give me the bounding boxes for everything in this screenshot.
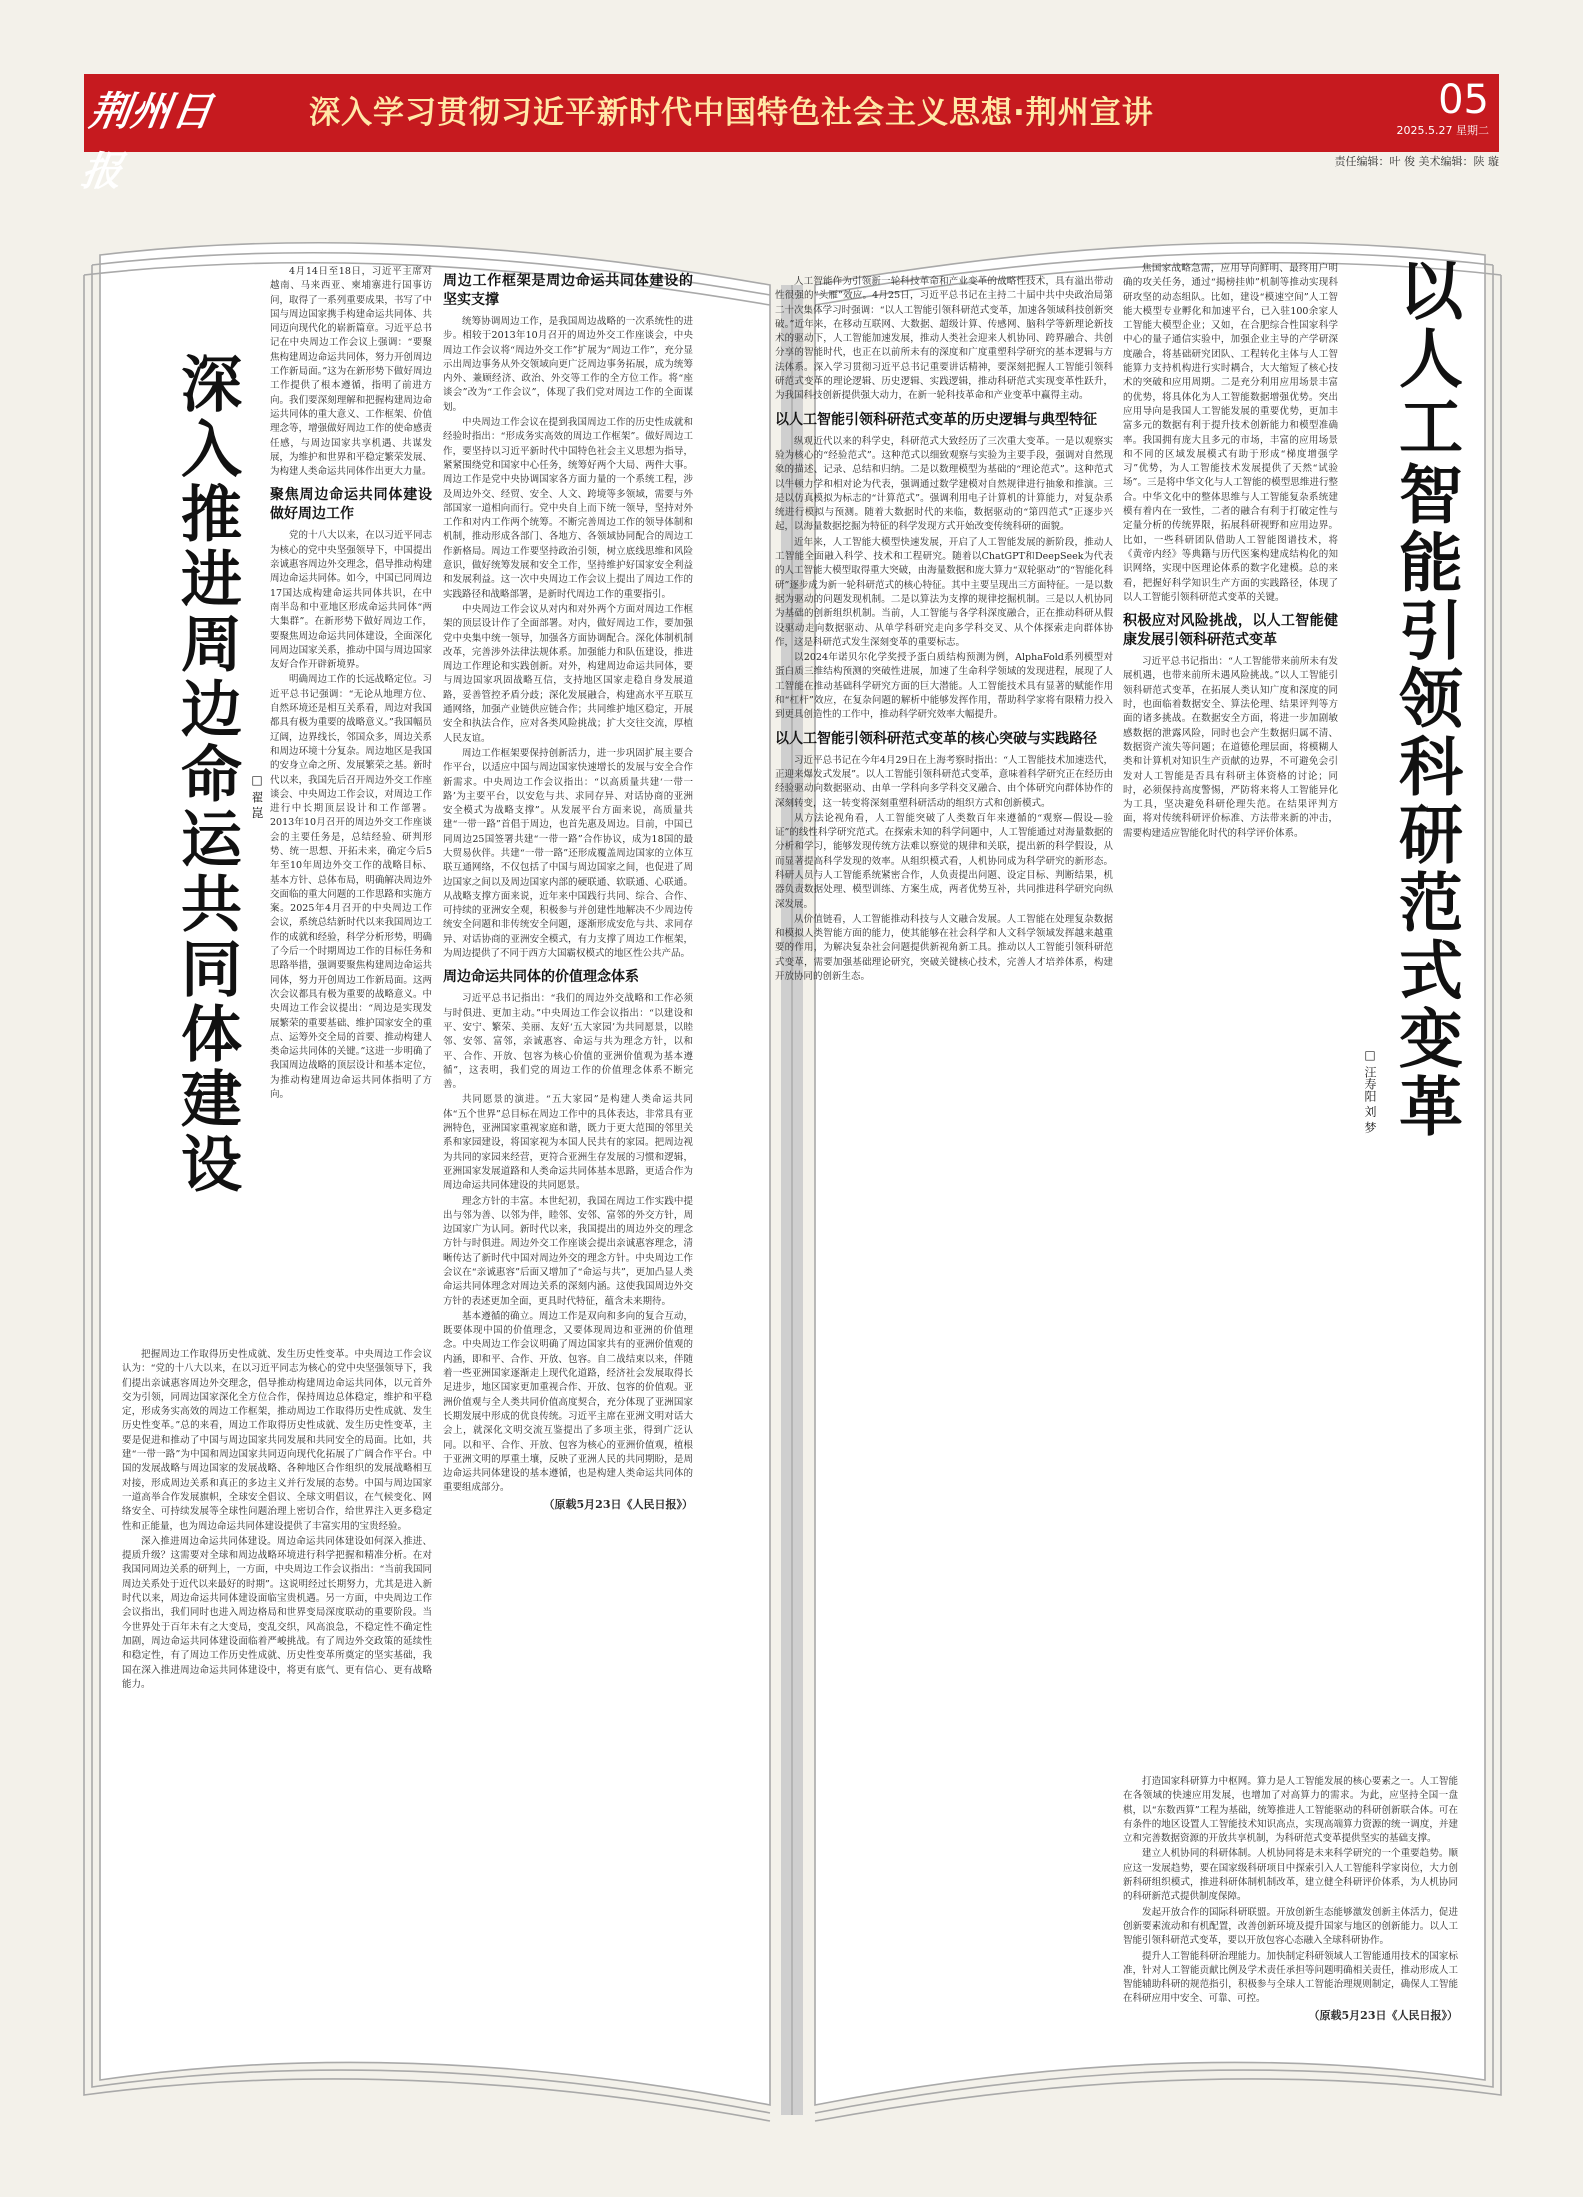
article1-subheading-2: 周边工作框架是周边命运共同体建设的坚实支撑: [443, 273, 693, 308]
article1-para: 周边工作框架要保持创新活力，进一步巩固扩展主要合作平台，以适应中国与周边国家快速增长的发展与安全合作新需求。中央周边工作会议指出：“以高质量共建‘一带一路’为主要平台，以安危与共、求同存异、对话协商的亚洲安全模式为战略支撑”。从发展平台方面来说，高质量共建“一带一路”首倡于周边，也首先惠及周边。目前，中国已同周边25国签署共建“一带一路”合作协议，成为18国的最大贸易伙伴。共建“一带一路”还形成覆盖周边国家的立体互联互通网络，不仅包括了中国与周边国家之间，也促进了周边国家之间以及周边国家内部的硬联通、软联通、心联通。从战略支撑方面来说，近年来中国践行共同、综合、合作、可持续的亚洲安全观，积极参与并创建性地解决不少周边传统安全问题和非传统安全问题，逐渐形成安危与共、求同存异、对话协商的亚洲安全模式，有力支撑了周边工作框架，为周边提供了不同于西方大国霸权模式的地区性公共产品。: [443, 747, 693, 960]
article2-col-1: [775, 275, 1113, 2105]
article1-para: 统筹协调周边工作，是我国周边战略的一次系统性的进步。相较于2013年10月召开的周边外交工作座谈会，中央周边工作会议将“周边外交工作”扩展为“周边工作”，充分显示出周边事务从外交领域向更广泛周边事务拓展，成为统筹内外、兼顾经济、政治、外交等工作的全方位工作。将“座谈会”改为“工作会议”，体现了我们党对周边工作的全面谋划。: [443, 316, 693, 413]
article2-para: 提升人工智能科研治理能力。加快制定科研领域人工智能通用技术的国家标准，针对人工智能贡献比例及学术责任承担等问题明确相关责任，推动形成人工智能辅助科研的规范指引，积极参与全球人工智能治理规则制定，确保人工智能在科研应用中安全、可靠、可控。: [1123, 1950, 1458, 2005]
article1-subheading-1: 聚焦周边命运共同体建设做好周边工作: [270, 487, 432, 523]
article1-headline: 深入推进周边命运共同体建设: [171, 352, 242, 1197]
article2-para: 近年来，人工智能大模型快速发展，开启了人工智能发展的新阶段，推动人工智能全面融入科学、技术和工程研究。随着以ChatGPT和DeepSeek为代表的人工智能大模型取得重大突破，由海量数据和庞大算力“双轮驱动”的“智能化科研”逐步成为新一轮科研范式的核心特征。其中主要呈现出三方面特征。一是以数据为驱动的问题发现机制。二是以算法为支撑的规律挖掘机制。三是以人机协同为基础的创新组织机制。当前，人工智能与各学科深度融合，正在推动科研从假设驱动走向数据驱动、从单学科研究走向多学科交叉、从个体探索走向群体协作，这是科研范式发生深刻变革的重要标志。: [775, 536, 1113, 648]
article2-subheading-3: 积极应对风险挑战，以人工智能健康发展引领科研范式变革: [1123, 613, 1338, 649]
article2-para: 从价值链看，人工智能推动科技与人文融合发展。人工智能在处理复杂数据和模拟人类智能方面的能力，使其能够在社会科学和人文科学领域发挥越来越重要的作用，为解决复杂社会问题提供新视角新工具。推动以人工智能引领科研范式变革，需要加强基础理论研究，突破关键核心技术，完善人才培养体系，构建开放协同的创新生态。: [775, 913, 1113, 983]
article1-author: □ 翟 崑: [250, 773, 264, 819]
article2-subheading-1: 以人工智能引领科研范式变革的历史逻辑与典型特征: [775, 411, 1097, 428]
article2-headline: 以人工智能引领科研范式变革: [1388, 257, 1462, 1141]
article1-para: 中央周边工作会议从对内和对外两个方面对周边工作框架的顶层设计作了全面部署。对内，做好周边工作，要加强党中央集中统一领导，加强各方面协调配合。深化体制机制改革，完善涉外法律法规体系。加强能力和队伍建设，推进周边工作理论和实践创新。对外，构建周边命运共同体，要与周边国家巩固战略互信，支持地区国家走稳自身发展道路，妥善管控矛盾分歧；深化发展融合，构建高水平互联互通网络，加强产业链供应链合作；共同维护地区稳定，开展安全和执法合作，应对各类风险挑战；扩大交往交流，厚植人民友谊。: [443, 603, 693, 744]
article2-para: 打造国家科研算力中枢网。算力是人工智能发展的核心要素之一。人工智能在各领域的快速应用发展，也增加了对高算力的需求。为此，应坚持全国一盘棋，以“东数西算”工程为基础，统筹推进人工智能驱动的科研创新联合体。可在有条件的地区设置人工智能技术知识高点，实现高端算力资源的统一调度，并建立和完善数据资源的开放共享机制，为科研范式变革提供坚实的基础支撑。: [1123, 1776, 1458, 1845]
article1-subheading-3: 周边命运共同体的价值理念体系: [443, 969, 639, 986]
article1-source: （原载5月23日《人民日报》）: [543, 1497, 693, 1511]
article2-subheading-2: 以人工智能引领科研范式变革的核心突破与实践路径: [775, 730, 1097, 747]
article1-para: 把握周边工作取得历史性成就、发生历史性变革。中央周边工作会议认为：“党的十八大以来，在以习近平同志为核心的党中央坚强领导下，我们提出亲诚惠容周边外交理念，倡导推动构建周边命运共同体，以元首外交为引领，同周边国家深化全方位合作，保持周边总体稳定，维护和平稳定，形成务实高效的周边工作框架，推动周边工作取得历史性成就、发生历史性变革。”总的来看，周边工作取得历史性成就、发生历史性变革，主要是促进和推动了中国与周边国家共同发展和共同安全的局面。比如，共建“一带一路”为中国和周边国家共同迈向现代化拓展了广阔合作平台。中国的发展战略与周边国家的发展战略、各种地区合作组织的发展战略相互对接，形成周边关系和真正的多边主义并行发展的态势。中国与周边国家一道高举合作发展旗帜，全球安全倡议、全球文明倡议，在气候变化、网络安全、可持续发展等全球性问题治理上密切合作，给世界注入更多稳定性和正能量，也为周边命运共同体建设提供了丰富实用的宝贵经验。: [122, 1349, 432, 1532]
article1-para: 深入推进周边命运共同体建设。周边命运共同体建设如何深入推进、提质升级？这需要对全球和周边战略环境进行科学把握和精准分析。在对我国同周边关系的研判上，一方面，中央周边工作会议指出：“当前我国同周边关系处于近代以来最好的时期”。这说明经过长期努力，尤其是进入新时代以来，周边命运共同体建设面临宝贵机遇。另一方面，中央周边工作会议指出，我们同时也进入周边格局和世界变局深度联动的重要阶段。当今世界处于百年未有之大变局，变乱交织，风高浪急，不稳定性不确定性加剧，周边命运共同体建设面临着严峻挑战。有了周边外交政策的延续性和稳定性，有了周边工作历史性成就、历史性变革所奠定的坚实基础，我国在深入推进周边命运共同体建设中，将更有底气、更有信心、更有战略能力。: [122, 1535, 432, 1690]
article1-col-3: [443, 265, 693, 2080]
article1-para: 共同愿景的演进。“五大家园”是构建人类命运共同体“五个世界”总目标在周边工作中的具体表达，非常具有亚洲特色，亚洲国家重视家庭和谐，既力于更大范围的邻里关系和家园建设，将国家视为本国人民共有的家园。把周边视为共同的家园来经营，更符合亚洲生存发展的习惯和逻辑，亚洲国家发展道路和人类命运共同体基本思路，更适合作为周边命运共同体建设的共同愿景。: [443, 1094, 693, 1192]
article2-para: 习近平总书记在今年4月29日在上海考察时指出：“人工智能技术加速迭代，正迎来爆发式发展”。以人工智能引领科研范式变革，意味着科学研究正在经历由经验驱动向数据驱动、由单一学科向多学科交叉融合、由个体研究向群体协作的深刻转变，这一转变将深刻重塑科研活动的组织方式和创新模式。: [775, 754, 1113, 809]
article2-para: 焦国家战略急需，应用导向鲜明、最终用户明确的攻关任务，通过“揭榜挂帅”机制等推动实现科研攻坚的动态组队。比如，建设“模速空间”人工智能大模型专业孵化和加速平台，已入驻100余家人工智能大模型企业；又如，在合肥综合性国家科学中心的量子通信实验中，加强企业主导的产学研深度融合，将基础研究团队、工程转化主体与人工智能算力支持机构进行实时耦合，大大缩短了核心技术的突破和应用周期。二是充分利用应用场景丰富的优势，将具体化为人工智能数据增强优势。突出应用导向是我国人工智能发展的重要优势，更加丰富多元的数据有利于提升技术创新能力和模型准确率。我国拥有庞大且多元的市场，丰富的应用场景和不同的区域发展模式有助于形成“梯度增强学习”优势，为人工智能技术发展提供了天然“试验场”。三是将中华文化与人工智能的模型思维进行整合。中华文化中的整体思维与人工智能复杂系统建模有着内在一致性，二者的融合有利于打破定性与定量分析的传统界限，拓展科研视野和应用边界。比如，一些科研团队借助人工智能图谱技术，将《黄帝内经》等典籍与历代医案构建成结构化的知识网络，实现中医理论体系的数字化建模。总的来看，把握好科学知识生产方面的实践路径，体现了以人工智能引领科研范式变革的关键。: [1123, 263, 1338, 603]
article1-col-1: [270, 265, 432, 1345]
article2-para: 习近平总书记指出：“人工智能带来前所未有发展机遇，也带来前所未遇风险挑战。”以人工智能引领科研范式变革，在拓展人类认知广度和深度的同时，也面临着数据安全、算法伦理、结果评判等方面的诸多挑战。在数据安全方面，将进一步加剧敏感数据的泄露风险，同时也会产生数据归属不清、数据资产流失等问题；在道德伦理层面，将模糊人类和计算机对知识生产贡献的边界，不可避免会引发对人工智能是否具有科研主体资格的讨论；同时，必须保持高度警惕，严防将来将人工智能异化为工具，坚决避免科研伦理失范。在结果评判方面，将对传统科研评价标准、方法带来新的冲击，需要构建适应智能化时代的科学评价体系。: [1123, 656, 1338, 839]
article2-para: 纵观近代以来的科学史，科研范式大致经历了三次重大变革。一是以观察实验为核心的“经验范式”。这种范式以细致观察与实验为主要手段，强调对自然现象的描述、记录、总结和归纳。二是以数理模型为基础的“理论范式”。这种范式以牛顿力学和相对论为代表，强调通过数学建模对自然规律进行抽象和推演。三是以仿真模拟为标志的“计算范式”。强调利用电子计算机的计算能力，对复杂系统进行模拟与预测。随着大数据时代的来临，数据驱动的“第四范式”正逐步兴起，以海量数据挖掘为特征的科学发现方式开始改变传统科研的面貌。: [775, 435, 1113, 533]
newspaper-logo: 荆州日报: [78, 88, 217, 195]
article1-para: 基本遵循的确立。周边工作是双向和多向的复合互动，既要体现中国的价值理念，又要体现周边和亚洲的价值理念。中央周边工作会议明确了周边国家共有的亚洲价值观的内涵，即和平、合作、开放、包容。自二战结束以来，伴随着一些亚洲国家逐渐走上现代化道路，经济社会发展取得长足进步，地区国家更加重视合作、开放、包容的价值观。亚洲价值观与全人类共同价值高度契合，充分体现了亚洲国家长期发展中形成的优良传统。习近平主席在亚洲文明对话大会上，就深化文明交流互鉴提出了多项主张，得到广泛认同。以和平、合作、开放、包容为核心的亚洲价值观，植根于亚洲文明的厚重土壤，反映了亚洲人民的共同期盼，是周边命运共同体建设的基本遵循，也是构建人类命运共同体的重要组成部分。: [443, 1310, 693, 1494]
article2-col-3: [1123, 1775, 1458, 2105]
page-date: 2025.5.27 星期二: [1396, 124, 1489, 137]
page-number: 05: [1438, 77, 1489, 123]
article1-col-2: [122, 1348, 432, 2048]
article1-para: 4月14日至18日，习近平主席对越南、马来西亚、柬埔寨进行国事访问，取得了一系列重要成果，书写了中国与周边国家携手构建命运共同体、共同迈向现代化的崭新篇章。习近平总书记在中央周边工作会议上强调：“要聚焦构建周边命运共同体，努力开创周边工作新局面。”这为在新形势下做好周边工作提供了根本遵循，指明了前进方向。我们要深刻理解和把握构建周边命运共同体的重大意义、工作框架、价值理念等，增强做好周边工作的使命感责任感，与周边国家共享机遇、共谋发展，为维护和世界和平稳定繁荣发展、为构建人类命运共同体作出更大力量。: [270, 266, 432, 478]
article2-para: 建立人机协同的科研体制。人机协同将是未来科学研究的一个重要趋势。顺应这一发展趋势，要在国家级科研项目中探索引入人工智能科学家岗位，大力创新科研组织模式，推进科研体制机制改革，建立健全科研评价体系，为人机协同的科研新范式提供制度保障。: [1123, 1848, 1458, 1903]
page-banner: 深入学习贯彻习近平新时代中国特色社会主义思想·荆州宣讲: [309, 95, 1154, 131]
article1-para: 中央周边工作会议在提到我国周边工作的历史性成就和经验时指出：“形成务实高效的周边工作框架”。做好周边工作，要坚持以习近平新时代中国特色社会主义思想为指导，紧紧围绕党和国家中心任务，统筹好两个大局、两件大事。周边工作是党中央协调国家各方面力量的一个系统工程，涉及周边外交、经贸、安全、人文、跨境等多领域，需要与外部国家一道相向而行。党中央自上而下统一领导，坚持对外工作和对内工作两个统筹。不断完善周边工作的领导体制和机制，推动形成各部门、各地方、各领域协同配合的周边工作新格局。周边工作要坚持政治引领，树立底线思维和风险意识，做好统筹发展和安全工作，坚持维护好国家安全利益和发展利益。这一次中央周边工作会议上提出了周边工作的实践路径和战略部署，是新时代周边工作的重要指引。: [443, 417, 693, 600]
editor-credits: 责任编辑：叶 俊 美术编辑：陕 璇: [1334, 155, 1499, 168]
article2-para: 发起开放合作的国际科研联盟。开放创新生态能够激发创新主体活力，促进创新要素流动和有机配置，改善创新环境及提升国家与地区的创新能力。以人工智能引领科研范式变革，要以开放包容心态融入全球科研协作。: [1123, 1906, 1458, 1947]
article1-para: 理念方针的丰富。本世纪初，我国在周边工作实践中提出与邻为善、以邻为伴，睦邻、安邻、富邻的外交方针，周边国家广为认同。新时代以来，我国提出的周边外交的理念方针与时俱进。周边外交工作座谈会提出亲诚惠容理念，清晰传达了新时代中国对周边外交的理念方针。中央周边工作会议在“亲诚惠容”后面又增加了“命运与共”，更加凸显人类命运共同体理念对周边关系的深刻内涵。这使我国周边外交方针的表述更加全面，更具时代特征，蕴含未来期待。: [443, 1195, 693, 1307]
article2-para: 以2024年诺贝尔化学奖授予蛋白质结构预测为例，AlphaFold系列模型对蛋白质三维结构预测的突破性进展，加速了生命科学领域的发现进程，展现了人工智能在推动基础科学研究方面的巨大潜能。人工智能技术具有显著的赋能作用和“杠杆”效应，在复杂问题的解析中能够发挥作用，帮助科学家将有限精力投入到更具创造性的工作中，推动科学研究效率大幅提升。: [775, 652, 1113, 721]
article2-col-2: [1123, 262, 1338, 1772]
article2-source: （原载5月23日《人民日报》）: [1308, 2008, 1458, 2022]
article2-author: □ 汪寿阳 刘 梦: [1363, 1048, 1377, 1134]
article2-para: 从方法论视角看，人工智能突破了人类数百年来遵循的“观察—假设—验证”的线性科学研究范式。在探索未知的科学问题中，人工智能通过对海量数据的分析和学习，能够发现传统方法难以察觉的规律和关联，提出新的科学假设，从而显著提高科学发现的效率。从组织模式看，人机协同成为科学研究的新形态。科研人员与人工智能系统紧密合作，人负责提出问题、设定目标、判断结果，机器负责数据处理、模型训练、方案生成，两者优势互补，共同推进科学研究向纵深发展。: [775, 812, 1113, 910]
article1-para: 党的十八大以来，在以习近平同志为核心的党中央坚强领导下，中国提出亲诚惠容周边外交理念，倡导推动构建周边命运共同体。如今，中国已同周边17国达成构建命运共同体共识，在中南半岛和中亚地区形成命运共同体“两大集群”。在新形势下做好周边工作，要聚焦周边命运共同体建设，全面深化同周边国家关系，推动中国与周边国家友好合作开辟新境界。: [270, 530, 432, 671]
article2-para: 人工智能作为引领新一轮科技革命和产业变革的战略性技术，具有溢出带动性很强的“头雁”效应。4月25日，习近平总书记在主持二十届中共中央政治局第二十次集体学习时强调：“以人工智能引领科研范式变革，加速各领域科技创新突破。”近年来，在移动互联网、大数据、超级计算、传感网、脑科学等新理论新技术的驱动下，人工智能加速发展，推动人类社会迎来人机协同、跨界融合、共创分享的智能时代，也正在以前所未有的深度和广度重塑科学研究的基本逻辑与方法体系。深入学习贯彻习近平总书记重要讲话精神，要深刻把握人工智能引领科研范式变革的理论逻辑、历史逻辑、实践逻辑，推动科研范式实现变革性跃升，为我国科技创新提供强大动力，在新一轮科技革命和产业变革中赢得主动。: [775, 276, 1113, 402]
article1-para: 习近平总书记指出：“我们的周边外交战略和工作必须与时俱进、更加主动。”中央周边工作会议指出：“以建设和平、安宁、繁荣、美丽、友好‘五大家园’为共同愿景，以睦邻、安邻、富邻，亲诚惠容、命运与共为理念方针，以和平、合作、开放、包容为核心价值的亚洲价值观为基本遵循”，这表明，我们党的周边工作的价值理念体系不断完善。: [443, 993, 693, 1091]
article1-para: 明确周边工作的长远战略定位。习近平总书记强调：“无论从地理方位、自然环境还是相互关系看，周边对我国都具有极为重要的战略意义。”我国幅员辽阔，边界线长，邻国众多，周边关系和周边环境十分复杂。周边地区是我国的安身立命之所、发展繁荣之基。新时代以来，我国先后召开周边外交工作座谈会、中央周边工作会议，对周边工作进行中长期顶层设计和工作部署。2013年10月召开的周边外交工作座谈会的主要任务是，总结经验、研判形势、统一思想、开拓未来，确定今后5年至10年周边外交工作的战略目标、基本方针、总体布局，明确解决周边外交面临的重大问题的工作思路和实施方案。2025年4月召开的中央周边工作会议，系统总结新时代以来我国周边工作的成就和经验，科学分析形势，明确了今后一个时期周边工作的目标任务和思路举措，强调要聚焦构建周边命运共同体，努力开创周边工作新局面。这两次会议都具有极为重要的战略意义。中央周边工作会议提出：“周边是实现发展繁荣的重要基础、维护国家安全的重点、运筹外交全局的首要、推动构建人类命运共同体的关键。”这进一步明确了我国周边战略的顶层设计和基本定位，为推动构建周边命运共同体指明了方向。: [270, 674, 432, 1101]
